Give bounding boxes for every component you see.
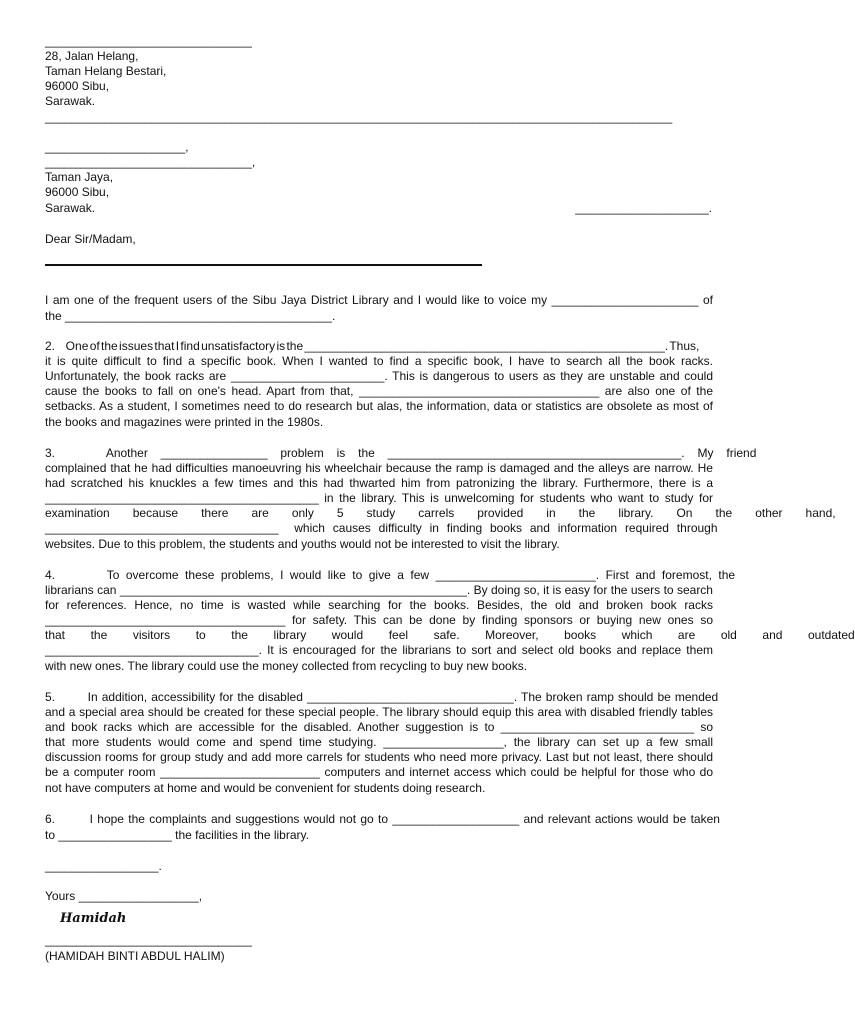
paragraph-line: had scratched his knuckles a few times and this had thwarted him from patronizing the library. Furthermore, there is a bbox=[45, 476, 713, 490]
recipient-address-line: 96000 Sibu, bbox=[45, 185, 110, 199]
paragraph-line: the books and magazines were printed in the 1980s. bbox=[45, 415, 324, 429]
sender-address-line: Sarawak. bbox=[45, 94, 96, 108]
paragraph-line: examination because there are only 5 study carrels provided in the library. On the other hand, bbox=[45, 506, 836, 520]
paragraph-line: be a computer room ________________________ computers and internet access which could be helpful for those who do bbox=[45, 765, 713, 779]
paragraph-line: 6. I hope the complaints and suggestions would not go to ___________________ and relevant actions would be taken bbox=[45, 812, 720, 826]
date-blank: ____________________. bbox=[575, 201, 712, 215]
paragraph-line: Unfortunately, the book racks are _______________________. This is dangerous to users as they are unstable and could bbox=[45, 369, 713, 383]
yours-line: Yours __________________, bbox=[45, 889, 203, 903]
paragraph-line: the ________________________________________. bbox=[45, 309, 336, 323]
signature: Hamidah bbox=[60, 911, 127, 926]
paragraph-line: not have computers at home and would be convenient for students doing research. bbox=[45, 781, 486, 795]
signature-line: _______________________________ bbox=[45, 933, 252, 947]
paragraph-line: websites. Due to this problem, the students and youths would not be interested to visit the library. bbox=[45, 537, 560, 551]
paragraph-line: I am one of the frequent users of the Sibu Jaya District Library and I would like to voice my ______________________ of bbox=[45, 293, 713, 307]
subject-heading-line bbox=[45, 264, 482, 266]
salutation: Dear Sir/Madam, bbox=[45, 232, 136, 246]
paragraph-line: ____________________________________ for safety. This can be done by finding sponsors or buying new ones so bbox=[45, 613, 713, 627]
paragraph-line: complained that he had difficulties manoeuvring his wheelchair because the ramp is damaged and the alleys are narrow. He bbox=[45, 461, 713, 475]
paragraph-line: 5. In addition, accessibility for the disabled _______________________________. The broken ramp should be mended bbox=[45, 690, 719, 704]
paragraph-line: cause the books to fall on one's head. Apart from that, ____________________________________ are also one of the bbox=[45, 384, 713, 398]
separator-line: ______________________________________________________________________________________________ bbox=[45, 110, 673, 124]
paragraph-line: ________________________________. It is encouraged for the librarians to sort and select old books and replace them bbox=[45, 643, 713, 657]
recipient-address-line: Taman Jaya, bbox=[45, 170, 114, 184]
paragraph-line: it is quite difficult to find a specific book. When I wanted to find a specific book, I have to search all the book racks. bbox=[45, 354, 713, 368]
paragraph-line: and a special area should be created for these special people. The library should equip this area with disabled friendly tables bbox=[45, 705, 713, 719]
paragraph-line: _________________________________________ in the library. This is unwelcoming for students who want to study for bbox=[45, 491, 713, 505]
closing-blank: _________________. bbox=[45, 859, 162, 873]
recipient-name-blank: _____________________, bbox=[45, 140, 189, 154]
signer-name: (HAMIDAH BINTI ABDUL HALIM) bbox=[45, 949, 225, 963]
paragraph-line: ___________________________________ which causes difficulty in finding books and information required through bbox=[45, 521, 718, 535]
paragraph-line: 3. Another ________________ problem is the ____________________________________________. My friend bbox=[45, 446, 757, 460]
recipient-title-blank: _______________________________, bbox=[45, 155, 256, 169]
paragraph-line: with new ones. The library could use the money collected from recycling to buy new books. bbox=[45, 659, 528, 673]
paragraph-line: that the visitors to the library would feel safe. Moreover, books which are old and outdated bbox=[45, 628, 855, 642]
recipient-address-line: Sarawak. bbox=[45, 201, 96, 215]
paragraph-line: discussion rooms for group study and add more carrels for students who need more privacy. Last but not least, there should bbox=[45, 750, 713, 764]
paragraph-line: librarians can ____________________________________________________. By doing so, it is easy for the users to search bbox=[45, 583, 713, 597]
sender-address-line: 28, Jalan Helang, bbox=[45, 49, 139, 63]
paragraph-line: for references. Hence, no time is wasted while searching for the books. Besides, the old and broken book racks bbox=[45, 598, 713, 612]
paragraph-line: 2. One of the issues that I find unsatisfactory is the ______________________________________________________. Thus, bbox=[45, 339, 700, 353]
sender-address-line: Taman Helang Bestari, bbox=[45, 64, 167, 78]
paragraph-line: that more students would come and spend time studying. __________________, the library can set up a few small bbox=[45, 735, 713, 749]
paragraph-line: 4. To overcome these problems, I would like to give a few ________________________. First and foremost, the bbox=[45, 568, 736, 582]
sender-address-line: 96000 Sibu, bbox=[45, 79, 110, 93]
paragraph-line: and book racks which are accessible for the disabled. Another suggestion is to _____________________________ so bbox=[45, 720, 713, 734]
sender-name-blank: _______________________________ bbox=[45, 34, 252, 48]
paragraph-line: to _________________ the facilities in the library. bbox=[45, 828, 309, 842]
paragraph-line: setbacks. As a student, I sometimes need to do research but alas, the information, data or statistics are obsolete as most of bbox=[45, 399, 713, 413]
